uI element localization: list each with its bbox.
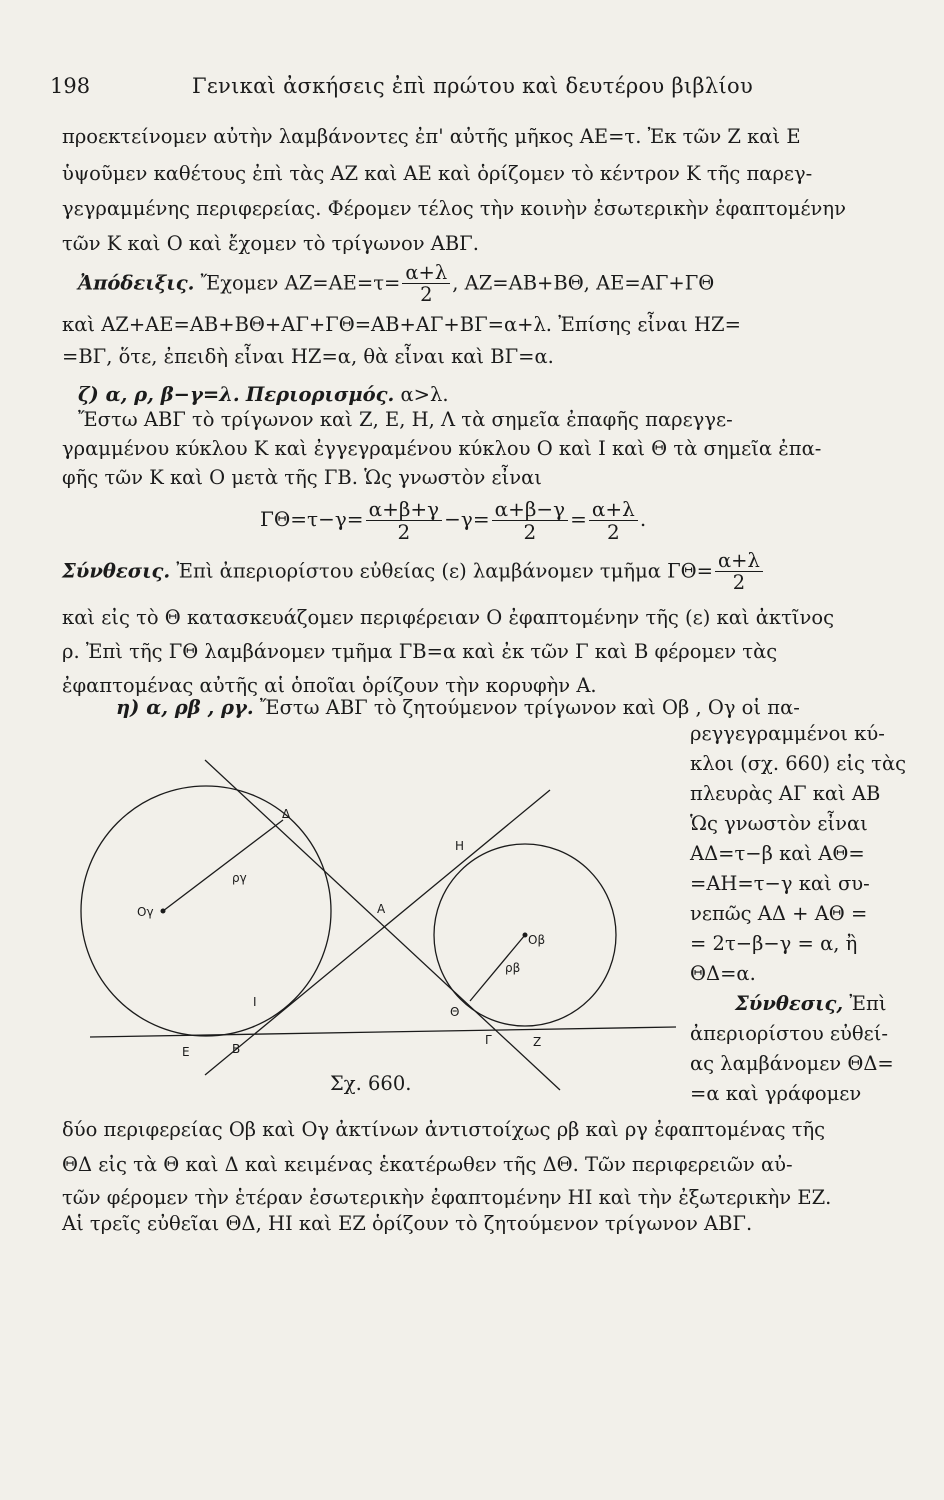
label-o-gamma: Ογ [137,905,154,919]
page-number: 198 [50,74,91,98]
circle-o-gamma [81,786,331,1036]
text-line: ὑψοῦμεν καθέτους ἐπὶ τὰς ΑΖ καὶ ΑΕ καὶ ὁρίζομεν τὸ κέντρον Κ τῆς παρεγ- [62,162,813,185]
case-eta-heading: η) α, ρβ , ργ. [116,696,254,719]
tangent-line-gamma-side [205,760,560,1090]
proof-heading: Ἀπόδειξις. [78,271,195,295]
tangent-line-ez [90,1027,676,1037]
text-line: τῶν Κ καὶ Ο καὶ ἔχομεν τὸ τρίγωνον ΑΒΓ. [62,232,479,255]
fraction-denominator: 2 [732,571,746,595]
synthesis-heading: Σύνθεσις. [62,559,171,583]
fraction-denominator: 2 [523,520,537,544]
side-text-line: ρεγγεγραμμένοι κύ- [690,722,885,745]
side-text-line: ας λαμβάνομεν ΘΔ= [690,1052,894,1075]
text-line: Αἱ τρεῖς εὐθεῖαι ΘΔ, ΗΙ καὶ ΕΖ ὁρίζουν τὸ ζητούμενον τρίγωνον ΑΒΓ. [62,1212,753,1235]
fraction-denominator: 2 [420,283,433,307]
text-line: γραμμένου κύκλου Κ καὶ ἐγγεγραμένου κύκλου Ο καὶ Ι καὶ Θ τὰ σημεῖα ἐπα- [62,437,822,460]
limit-condition: α>λ. [400,383,449,406]
fraction-denominator: 2 [397,520,411,544]
label-eta: Η [455,839,465,853]
text-line: τῶν φέρομεν τὴν ἑτέραν ἐσωτερικὴν ἐφαπτομένην ΗΙ καὶ τὴν ἐξωτερικὴν ΕΖ. [62,1186,832,1209]
fraction-numerator: α+λ [715,550,763,572]
text-line: =ΒΓ, ὅτε, ἐπειδὴ εἶναι ΗΖ=α, θὰ εἶναι καὶ ΒΓ=α. [62,345,554,368]
side-text-line: =α καὶ γράφομεν [690,1082,862,1105]
fraction-numerator: α+β−γ [492,498,569,521]
label-b: Β [232,1042,241,1056]
side-synthesis-heading: Σύνθεσις, [735,992,844,1015]
fraction-denominator: 2 [607,520,620,544]
text-line: ρ. Ἐπὶ τῆς ΓΘ λαμβάνομεν τμῆμα ΓΒ=α καὶ ἐκ τῶν Γ καὶ Β φέρομεν τὰς [62,640,778,663]
side-text-line: Ὡς γνωστὸν εἶναι [690,812,868,835]
case-eta-text: Ἔστω ΑΒΓ τὸ ζητούμενον τρίγωνον καὶ Οβ , Ογ οἱ πα- [259,696,800,719]
equation-equals: = [570,507,587,531]
text-line: φῆς τῶν Κ καὶ Ο μετὰ τῆς ΓΒ. Ὡς γνωστὸν εἶναι [62,466,542,489]
text-line: καὶ ΑΖ+ΑΕ=ΑΒ+ΒΘ+ΑΓ+ΓΘ=ΑΒ+ΑΓ+ΒΓ=α+λ. Ἐπίσης εἶναι ΗΖ= [62,313,741,336]
label-a: Α [377,902,386,916]
text-line: ΘΔ εἰς τὰ Θ καὶ Δ καὶ κειμένας ἑκατέρωθεν τῆς ΔΘ. Τῶν περιφερειῶν αὐ- [62,1153,793,1176]
running-title: Γενικαὶ ἀσκήσεις ἐπὶ πρώτου καὶ δευτέρου βιβλίου [192,74,754,98]
text-line: προεκτείνομεν αὐτὴν λαμβάνοντες ἐπ' αὐτῆς μῆκος ΑΕ=τ. Ἐκ τῶν Ζ καὶ Ε [62,125,801,148]
side-synthesis-text: Ἐπὶ [849,992,887,1015]
center-point [161,909,166,914]
case-zeta-heading: ζ) α, ρ, β−γ=λ. [78,383,240,406]
label-theta: Θ [450,1005,460,1019]
side-text-line: ΘΔ=α. [690,962,756,985]
label-e: Ε [182,1045,190,1059]
fraction-numerator: α+β+γ [366,498,443,521]
side-text-line: =ΑΗ=τ−γ καὶ συ- [690,872,870,895]
label-z: Ζ [533,1035,542,1049]
label-gamma: Γ [485,1033,492,1047]
text-line: δύο περιφερείας Οβ καὶ Ογ ἀκτίνων ἀντιστοίχως ρβ καὶ ργ ἐφαπτομένας τῆς [62,1118,826,1141]
equation-mid: −γ= [444,507,490,531]
label-delta: Δ [282,807,291,821]
text-line: Ἔστω ΑΒΓ τὸ τρίγωνον καὶ Ζ, Ε, Η, Λ τὰ σημεῖα ἐπαφῆς παρεγγε- [78,408,733,431]
synthesis-text: Ἐπὶ ἀπεριορίστου εὐθείας (ε) λαμβάνομεν τμῆμα ΓΘ= [176,559,713,583]
text-line: καὶ εἰς τὸ Θ κατασκευάζομεν περιφέρειαν Ο ἐφαπτομένην τῆς (ε) καὶ ἀκτῖνος [62,606,835,629]
side-text-line: νεπῶς ΑΔ + ΑΘ = [690,902,868,925]
equation-end: . [639,507,647,531]
figure-caption: Σχ. 660. [330,1072,412,1095]
side-text-line: = 2τ−β−γ = α, ἢ [690,932,858,955]
text-line: ἐφαπτομένας αὐτῆς αἱ ὁποῖαι ὁρίζουν τὴν κορυφὴν Α. [62,674,597,697]
label-rho-beta: ρβ [505,961,521,975]
text-line: γεγραμμένης περιφερείας. Φέρομεν τέλος τὴν κοινὴν ἐσωτερικὴν ἐφαπτομένην [62,197,846,220]
proof-text-b: , ΑΖ=ΑΒ+ΒΘ, ΑΕ=ΑΓ+ΓΘ [452,271,715,295]
side-text-line: ἀπεριορίστου εὐθεί- [690,1022,888,1045]
fraction-numerator: α+λ [402,262,450,284]
label-rho-gamma: ργ [232,871,247,885]
center-point [523,933,528,938]
radius-rho-gamma [163,820,283,911]
equation-lhs: ΓΘ=τ−γ= [260,507,364,531]
limit-heading: Περιορισμός. [245,383,395,406]
side-text-line: πλευρὰς ΑΓ καὶ ΑΒ [690,782,881,805]
fraction-numerator: α+λ [589,498,638,521]
side-text-line: ΑΔ=τ−β καὶ ΑΘ= [690,842,865,865]
label-o-beta: Οβ [528,933,546,947]
label-i: Ι [253,995,257,1009]
proof-text-a: Ἔχομεν ΑΖ=ΑΕ=τ= [200,271,401,295]
side-text-line: κλοι (σχ. 660) εἰς τὰς [690,752,907,775]
